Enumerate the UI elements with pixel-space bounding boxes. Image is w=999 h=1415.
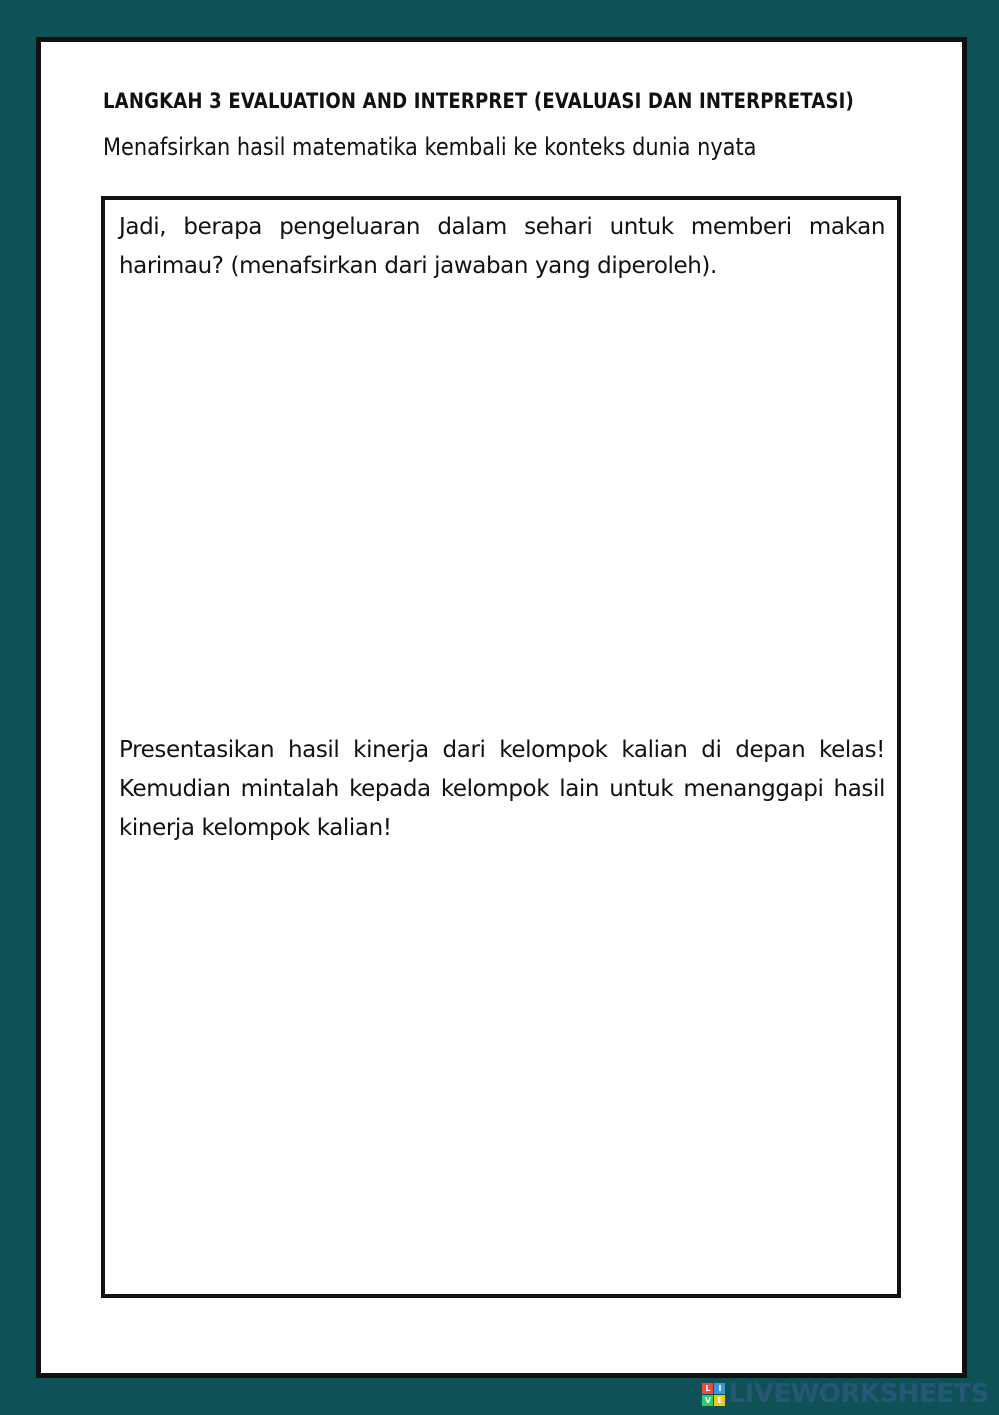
step-subheading: Menafsirkan hasil matematika kembali ke konteks dunia nyata — [103, 133, 757, 161]
liveworksheets-logo-icon — [702, 1383, 725, 1406]
step-heading: LANGKAH 3 EVALUATION AND INTERPRET (EVALUASI DAN INTERPRETASI) — [103, 89, 854, 113]
liveworksheets-watermark — [702, 1379, 989, 1409]
logo-letter-e: E — [714, 1395, 725, 1406]
question-presentation: Presentasikan hasil kinerja dari kelompok kalian di depan kelas! Kemudian mintalah kepada kelompok lain untuk menanggapi hasil kinerja kelompok kalian! — [119, 737, 885, 841]
worksheet-page — [36, 37, 967, 1378]
logo-letter-v: V — [702, 1395, 713, 1406]
question-expenditure: Jadi, berapa pengeluaran dalam sehari untuk memberi makan harimau? (menafsirkan dari jawaban yang diperoleh). — [119, 214, 885, 279]
logo-letter-i: I — [714, 1383, 725, 1394]
logo-letter-l: L — [702, 1383, 713, 1394]
answer-box — [101, 196, 901, 1298]
liveworksheets-wordmark: LIVEWORKSHEETS — [728, 1379, 989, 1409]
